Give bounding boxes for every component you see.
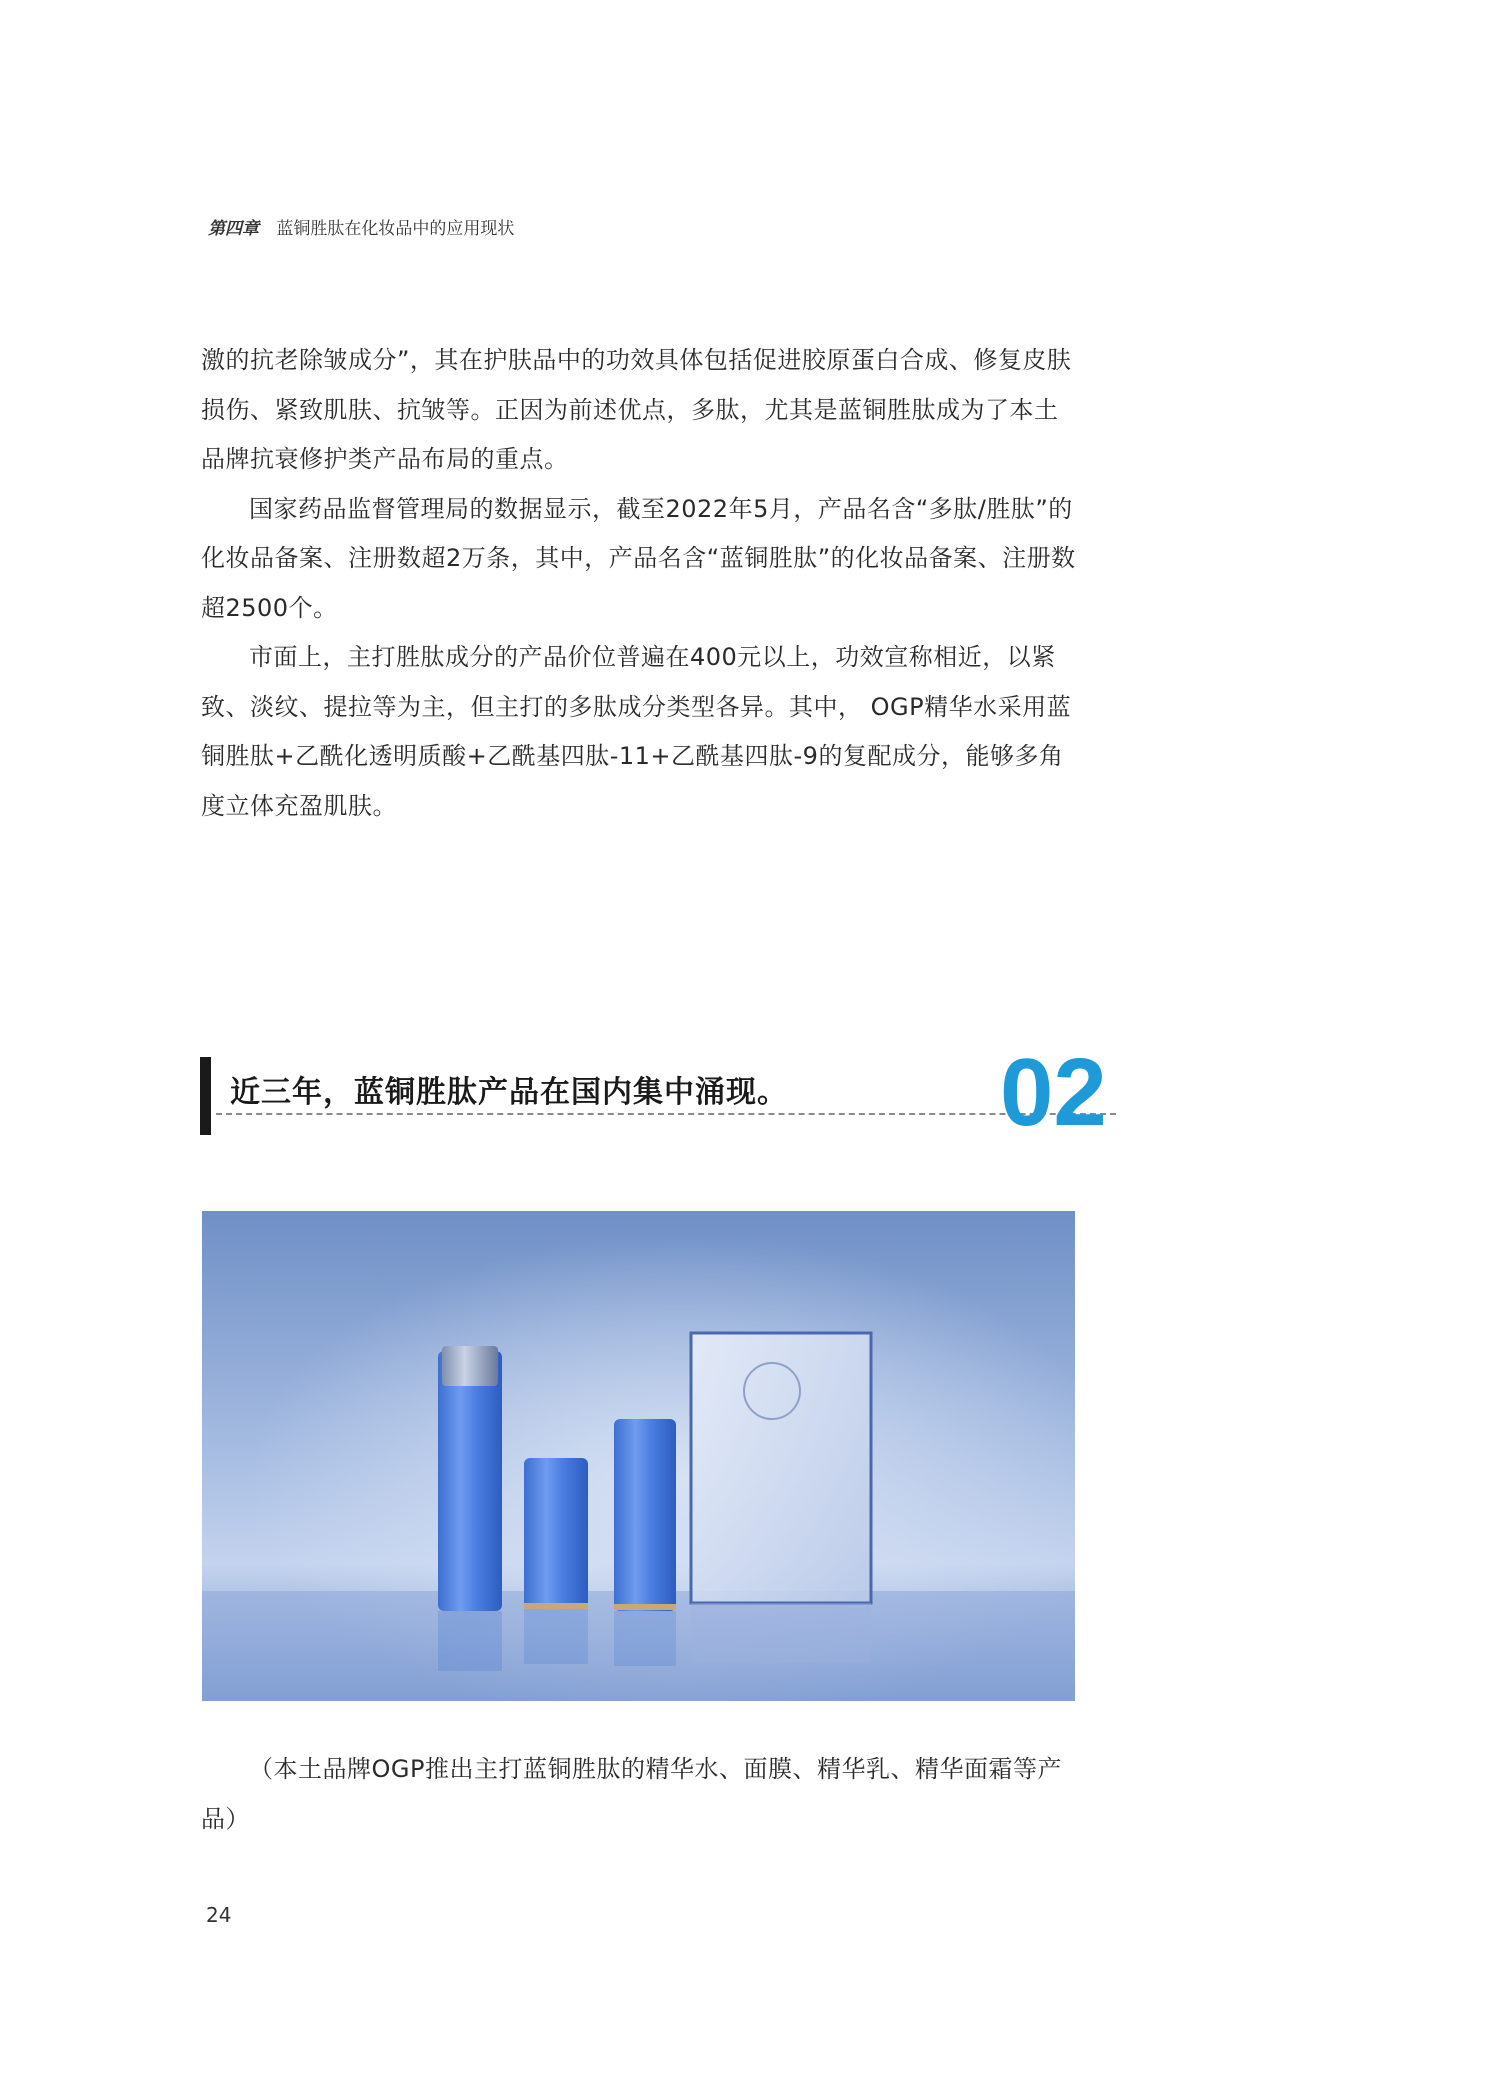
heading-dashed-line: [216, 1113, 1116, 1115]
photo-caption: [201, 1744, 1081, 1844]
heading-bar: [200, 1057, 211, 1135]
caption-text: （本土品牌OGP推出主打蓝铜胜肽的精华水、面膜、精华乳、精华面霜等产品）: [201, 1755, 1062, 1833]
page-number: 24: [206, 1903, 232, 1927]
paragraph-1: 激的抗老除皱成分”，其在护肤品中的功效具体包括促进胶原蛋白合成、修复皮肤损伤、紧致肌肤、抗皱等。正因为前述优点，多肽，尤其是蓝铜胜肽成为了本土品牌抗衰修护类产品布局的重点。: [201, 346, 1072, 473]
chapter-title: 蓝铜胜肽在化妆品中的应用现状: [276, 219, 515, 239]
product-photo: [202, 1211, 1075, 1701]
running-header: [208, 214, 514, 239]
section-title: 近三年，蓝铜胜肽产品在国内集中涌现。: [230, 1075, 788, 1110]
section-number: 02: [1000, 1039, 1107, 1146]
chapter-label: 第四章: [208, 219, 259, 239]
section-heading: [200, 1039, 1115, 1146]
body-text: [201, 336, 1081, 831]
paragraph-2: 国家药品监督管理局的数据显示，截至2022年5月，产品名含“多肽/胜肽”的化妆品备案、注册数超2万条，其中，产品名含“蓝铜胜肽”的化妆品备案、注册数超2500个。: [201, 494, 1076, 622]
paragraph-3: 市面上，主打胜肽成分的产品价位普遍在400元以上，功效宣称相近，以紧致、淡纹、提拉等为主，但主打的多肽成分类型各异。其中， OGP精华水采用蓝铜胜肽+乙酰化透明质酸+乙酰基四肽-11+乙酰基四肽-9的复配成分，能够多角度立体充盈肌肤。: [201, 643, 1072, 820]
